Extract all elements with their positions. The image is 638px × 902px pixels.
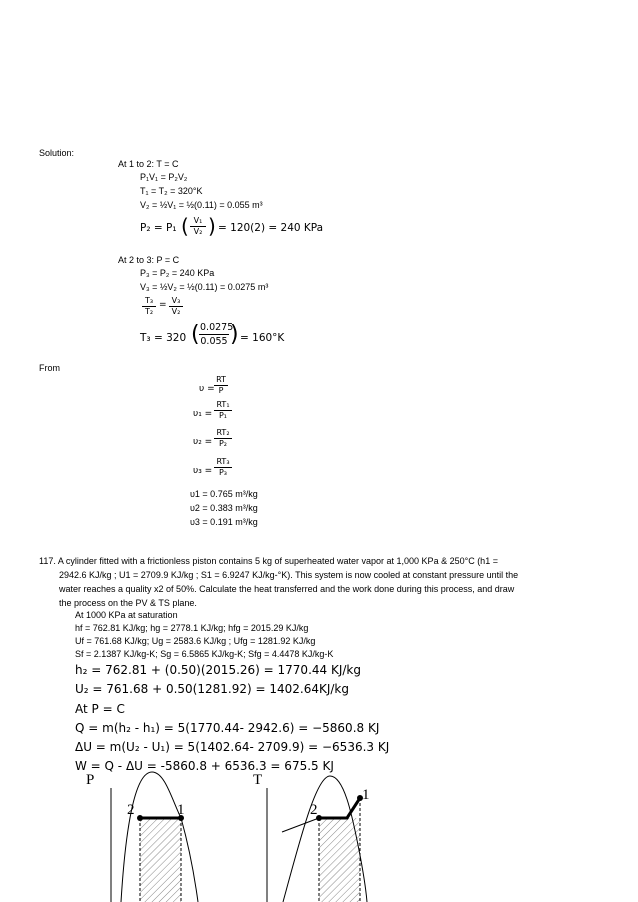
s12-line2: T₁ = T₂ = 320°K bbox=[140, 186, 203, 196]
p2-den: V₂ bbox=[193, 227, 203, 236]
sat-enthalpy: hf = 762.81 KJ/kg; hg = 2778.1 KJ/kg; hfg = 2015.29 KJ/kg bbox=[75, 623, 309, 633]
v2-num: RT₂ bbox=[214, 428, 232, 439]
s23-header: At 2 to 3: P = C bbox=[118, 255, 180, 265]
pv-axis-label: P bbox=[86, 772, 95, 788]
eq-h2: h₂ = 762.81 + (0.50)(2015.26) = 1770.44 KJ/kg bbox=[75, 663, 361, 677]
sat-header: At 1000 KPa at saturation bbox=[75, 610, 178, 620]
t3-num: 0.0275 bbox=[200, 322, 234, 333]
p2-rhs: = 120(2) = 240 KPa bbox=[218, 222, 324, 234]
t3-rhs: = 160°K bbox=[240, 332, 285, 344]
sat-energy: Uf = 761.68 KJ/kg; Ug = 2583.6 KJ/kg ; Ufg = 1281.92 KJ/kg bbox=[75, 636, 316, 646]
eq-du: ΔU = m(U₂ - U₁) = 5(1402.64- 2709.9) = −6536.3 KJ bbox=[75, 740, 390, 754]
v1-den: P₁ bbox=[218, 411, 228, 420]
pv-diagram bbox=[111, 772, 198, 902]
sat-entropy: Sf = 2.1387 KJ/kg-K; Sg = 6.5865 KJ/kg-K; Sfg = 4.4478 KJ/kg-K bbox=[75, 649, 334, 659]
ratio-right-den: V₂ bbox=[171, 307, 181, 316]
eq-const-p: At P = C bbox=[75, 702, 125, 716]
v-num: RT bbox=[214, 375, 228, 386]
v3-num: RT₃ bbox=[214, 457, 232, 468]
ratio-eq: = bbox=[159, 300, 167, 310]
paren-open: ( bbox=[181, 214, 189, 238]
eq-q: Q = m(h₂ - h₁) = 5(1770.44- 2942.6) = −5860.8 KJ bbox=[75, 721, 380, 735]
v-sym: υ = bbox=[199, 384, 215, 394]
t3-den: 0.055 bbox=[200, 336, 228, 347]
ts-axis-label: T bbox=[253, 772, 263, 788]
ratio-left-num: T₃ bbox=[142, 296, 156, 307]
ts-point-2-label: 2 bbox=[310, 802, 318, 818]
eq-u2: U₂ = 761.68 + 0.50(1281.92) = 1402.64KJ/kg bbox=[75, 682, 349, 696]
p2-lhs: P₂ = P₁ bbox=[140, 222, 177, 234]
v3-sym: υ₃ = bbox=[193, 466, 213, 476]
v2-sym: υ₂ = bbox=[193, 437, 213, 447]
ratio-right-num: V₃ bbox=[169, 296, 183, 307]
s23-line1: P₃ = P₂ = 240 KPa bbox=[140, 268, 215, 278]
paren-close: ) bbox=[208, 214, 216, 238]
from-label: From bbox=[39, 363, 60, 373]
result-v2: υ2 = 0.383 m³/kg bbox=[190, 503, 258, 513]
v-den: P bbox=[218, 386, 224, 395]
s12-line3: V₂ = ½V₁ = ½(0.11) = 0.055 m³ bbox=[140, 200, 263, 210]
pv-point-2-label: 2 bbox=[127, 802, 135, 818]
t3-paren-close: ) bbox=[230, 322, 239, 347]
pv-work-area bbox=[140, 818, 181, 902]
problem-line1: 117. A cylinder fitted with a frictionless piston contains 5 kg of superheated water vapor at 1,000 KPa & 250°C (h1 = bbox=[39, 556, 498, 566]
ts-process-line bbox=[319, 798, 360, 818]
v1-num: RT₁ bbox=[214, 400, 232, 411]
pv-state-2 bbox=[137, 815, 143, 821]
result-v1: υ1 = 0.765 m³/kg bbox=[190, 489, 258, 499]
v1-sym: υ₁ = bbox=[193, 409, 213, 419]
problem-line4: the process on the PV & TS plane. bbox=[59, 598, 197, 608]
ts-diagram bbox=[267, 776, 367, 902]
eq-w: W = Q - ΔU = -5860.8 + 6536.3 = 675.5 KJ bbox=[75, 759, 334, 773]
result-v3: υ3 = 0.191 m³/kg bbox=[190, 517, 258, 527]
s12-line1: P₁V₁ = P₂V₂ bbox=[140, 172, 188, 182]
v3-den: P₃ bbox=[218, 468, 228, 477]
v2-den: P₂ bbox=[218, 439, 228, 448]
t3-paren-open: ( bbox=[191, 322, 200, 347]
ts-isobar-liquid bbox=[282, 818, 319, 832]
ts-point-1-label: 1 bbox=[362, 787, 370, 803]
ratio-left-den: T₂ bbox=[144, 307, 154, 316]
problem-line3: water reaches a quality x2 of 50%. Calculate the heat transferred and the work done during this process, and draw bbox=[59, 584, 515, 594]
problem-line2: 2942.6 KJ/kg ; U1 = 2709.9 KJ/kg ; S1 = 6.9247 KJ/kg-°K). This system is now cooled at constant pressure until the bbox=[59, 570, 519, 580]
solution-label: Solution: bbox=[39, 148, 75, 158]
s12-header: At 1 to 2: T = C bbox=[118, 159, 179, 169]
pv-point-1-label: 1 bbox=[177, 802, 185, 818]
p2-num: V₁ bbox=[190, 216, 206, 227]
t3-lhs: T₃ = 320 bbox=[140, 332, 187, 344]
s23-line2: V₃ = ½V₂ = ½(0.11) = 0.0275 m³ bbox=[140, 282, 269, 292]
